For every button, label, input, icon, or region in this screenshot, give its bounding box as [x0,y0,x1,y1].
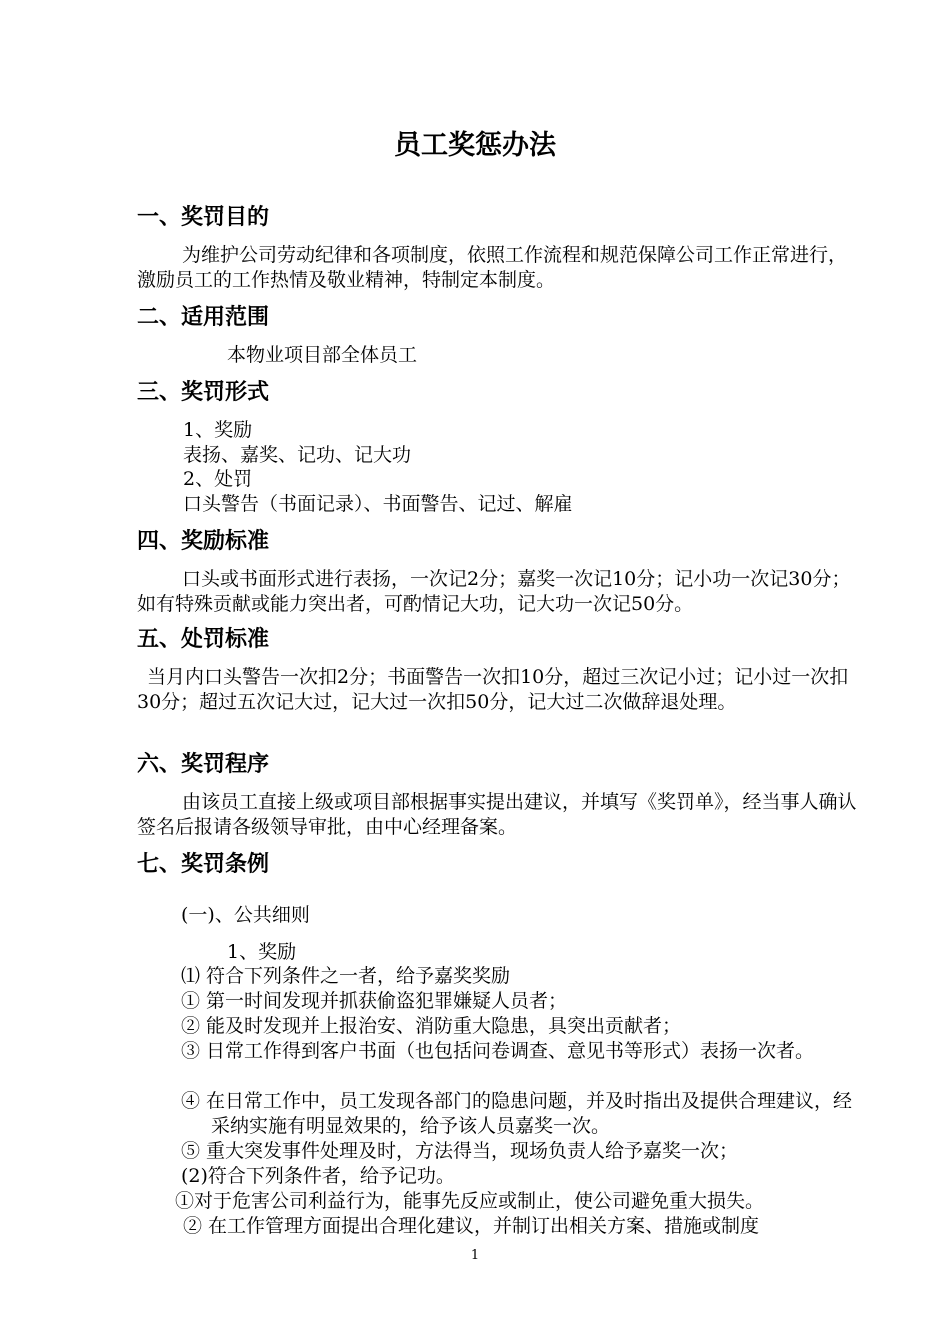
commendation-item-1: ① 第一时间发现并抓获偷盗犯罪嫌疑人员者； [181,990,568,1012]
section-body-purpose: 为维护公司劳动纪律和各项制度，依照工作流程和规范保障公司工作正常进行，激励员工的工作热情及敬业精神，特制定本制度。 [137,244,848,291]
commendation-condition: ⑴ 符合下列条件之一者，给予嘉奖奖励 [181,965,511,987]
regulations-subheading: (一)、公共细则 [181,904,310,926]
section-body-scope: 本物业项目部全体员工 [227,344,418,366]
commendation-item-2: ② 能及时发现并上报治安、消防重大隐患，具突出贡献者； [181,1015,682,1037]
page-number: 1 [470,1248,480,1263]
merit-item-2: ② 在工作管理方面提出合理化建议，并制订出相关方案、措施或制度 [183,1215,760,1237]
forms-line-2: 表扬、嘉奖、记功、记大功 [183,444,412,466]
document-title: 员工奖惩办法 [394,130,556,161]
section-body-reward-standard: 口头或书面形式进行表扬，一次记2分；嘉奖一次记10分；记小功一次记30分；如有特殊贡献或能力突出者，可酌情记大功，记大功一次记50分。 [137,568,851,615]
forms-line-4: 口头警告（书面记录）、书面警告、记过、解雇 [183,493,573,515]
commendation-item-3: ③ 日常工作得到客户书面（也包括问卷调查、意见书等形式）表扬一次者。 [181,1040,815,1062]
forms-line-3: 2、处罚 [183,468,253,490]
section-body-penalty-standard: 当月内口头警告一次扣2分；书面警告一次扣10分，超过三次记小过；记小过一次扣30分；超过五次记大过，记大过一次扣50分，记大过二次做辞退处理。 [137,666,849,713]
merit-condition: (2)符合下列条件者，给予记功。 [181,1165,455,1187]
commendation-item-5: ⑤ 重大突发事件处理及时，方法得当，现场负责人给予嘉奖一次； [181,1140,739,1162]
section-heading-scope: 二、适用范围 [137,305,270,330]
section-heading-purpose: 一、奖罚目的 [137,205,270,230]
merit-item-1: ①对于危害公司利益行为，能事先反应或制止，使公司避免重大损失。 [175,1190,765,1212]
commendation-item-4: ④ 在日常工作中，员工发现各部门的隐患问题，并及时指出及提供合理建议，经采纳实施有明显效果的，给予该人员嘉奖一次。 [181,1090,853,1137]
forms-line-1: 1、奖励 [183,419,253,441]
section-heading-penalty-standard: 五、处罚标准 [137,627,270,652]
section-body-procedure: 由该员工直接上级或项目部根据事实提出建议，并填写《奖罚单》，经当事人确认签名后报请各级领导审批，由中心经理备案。 [137,791,857,838]
reward-label: 1、奖励 [227,941,297,963]
section-heading-forms: 三、奖罚形式 [137,380,270,405]
section-heading-procedure: 六、奖罚程序 [137,752,270,777]
section-heading-reward-standard: 四、奖励标准 [137,529,270,554]
section-heading-regulations: 七、奖罚条例 [137,852,270,877]
